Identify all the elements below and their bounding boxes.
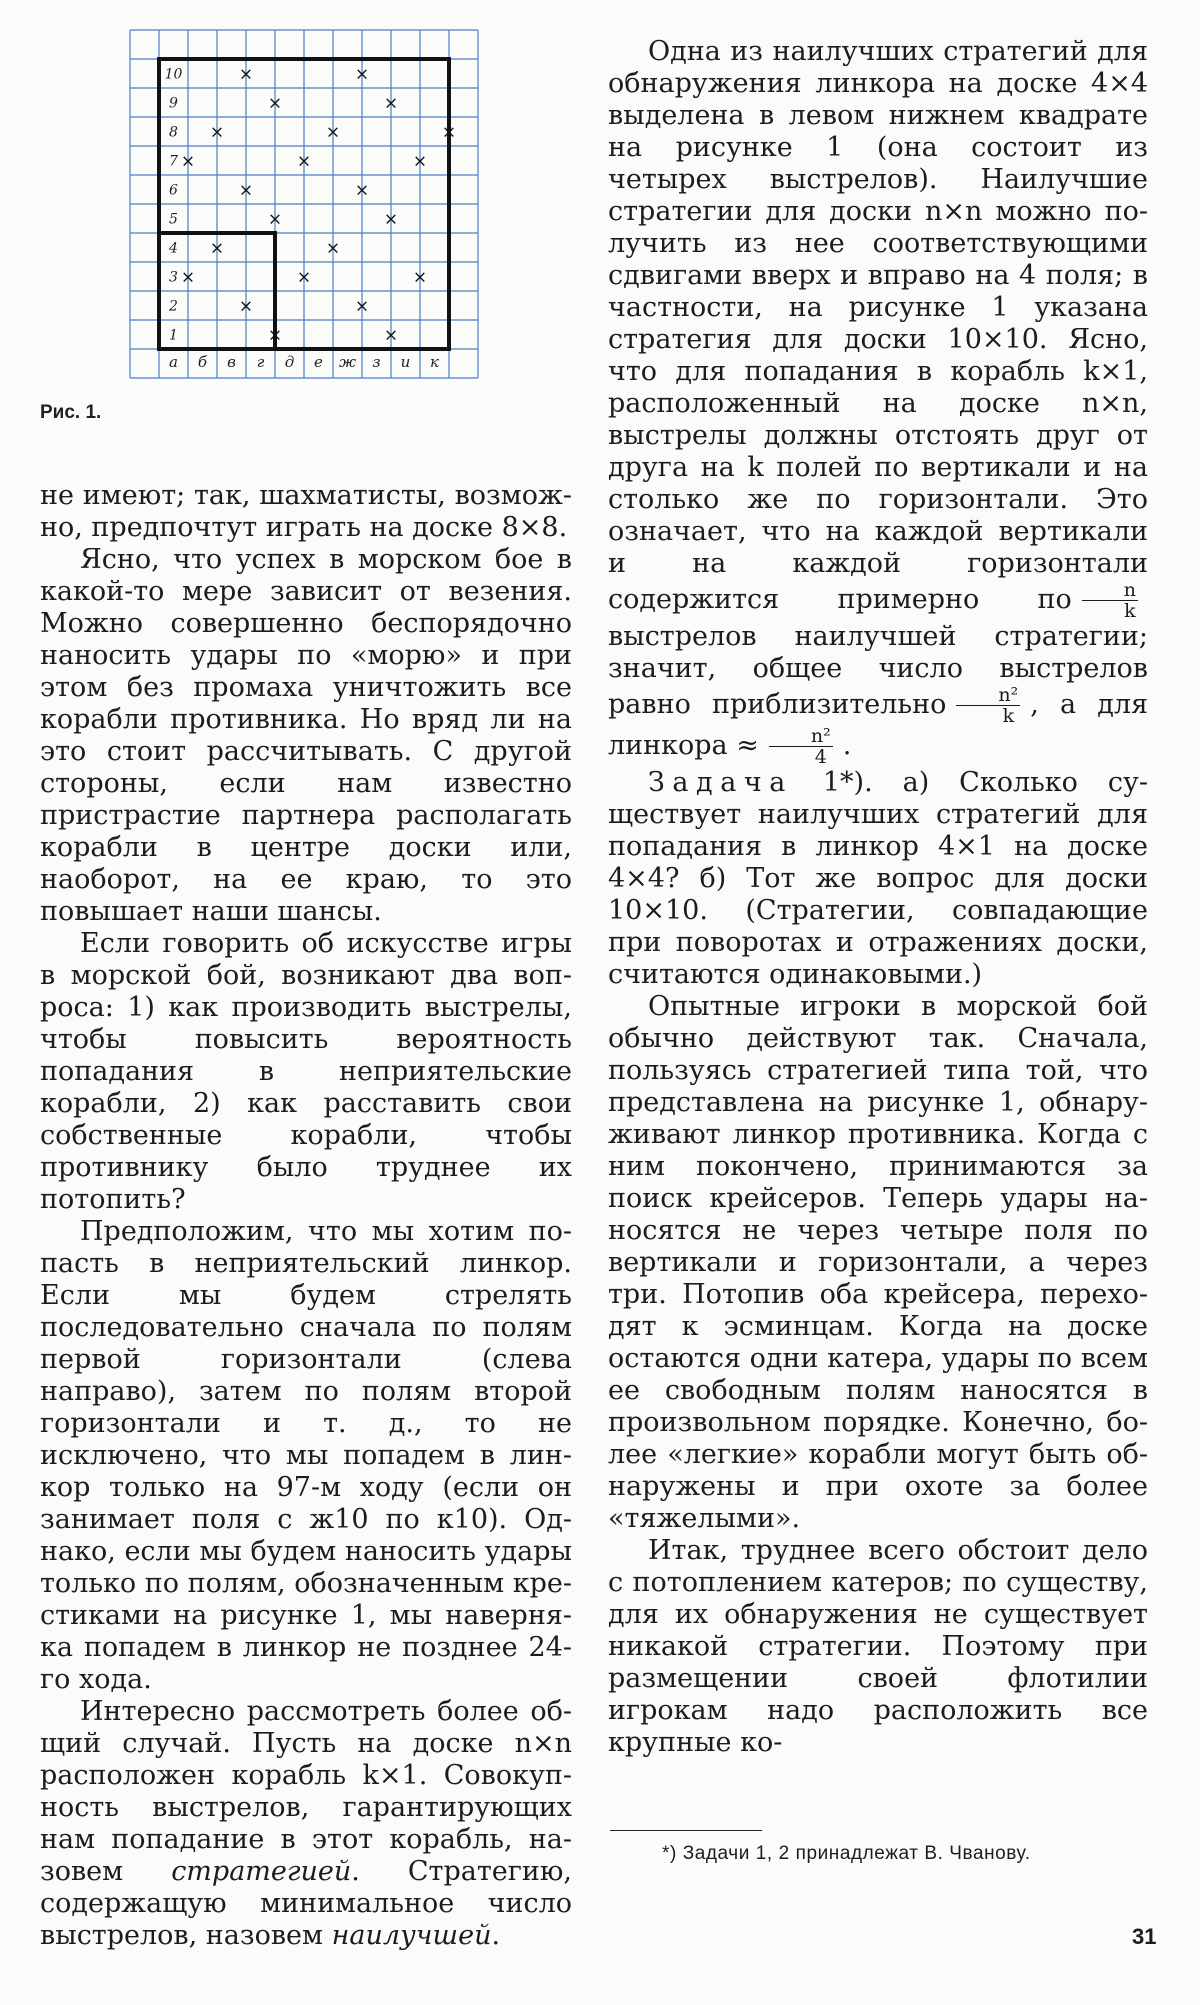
row-label: 1 [169, 327, 178, 344]
column-label: б [197, 352, 208, 371]
shot-mark: × [238, 180, 254, 201]
fraction-numerator: n [1082, 580, 1138, 601]
page-number: 31 [1132, 1924, 1157, 1949]
paragraph: Предположим, что мы хотим попасть в неприятельский линкор. Если мы будем стрелять последовательно сначала по полям первой горизонтали (слева направо), затем по полям второй горизонтали и т. д., то не исключено, что мы попадем в линкор только на 97-м ходу (если он занимает поля с ж10 по к10). Однако, если мы будем наносить удары только по полям, обозначенным крестиками на рисунке 1, мы наверняка попадем в линкор не позднее 24-го хода. [40, 1216, 572, 1695]
shot-mark: × [412, 151, 428, 172]
row-label: 5 [169, 211, 178, 228]
column-label: к [430, 352, 439, 371]
paragraph: Итак, труднее всего обстоит дело с потоплением катеров; по существу, для их обнаружения не существует никакой стратегии. Поэтому при размещении своей флотилии игрокам надо расположить все крупные ко- [608, 1535, 1148, 1758]
row-label: 2 [169, 298, 178, 315]
row-label: 4 [169, 240, 178, 257]
paragraph [608, 36, 1148, 767]
row-label: 8 [169, 124, 178, 141]
figure-caption: Рис. 1. [40, 402, 102, 423]
paragraph: Опытные игроки в морской бой обычно действуют так. Сначала, пользуясь стратегией типа той, что представлена на рисунке 1, обнаруживают линкор противника. Когда с ним покончено, принимаются за поиск крейсеров. Теперь удары наносятся не через четыре поля по вертикали и горизонтали, а через три. Потопив оба крейсера, переходят к эсминцам. Когда на доске остаются одни катера, удары по всем ее свободным полям наносятся в произвольном порядке. Конечно, более «легкие» корабли могут быть обнаружены и при охоте за более «тяжелыми». [608, 991, 1148, 1534]
text-run: Интересно рассмотреть более общий случай. Пусть на доске n×n расположен корабль k×1. Совокупность выстрелов, гарантирующих нам попадание в этот корабль, назовем [40, 1696, 572, 1887]
shot-mark: × [267, 209, 283, 230]
text-run: выстрелов наилучшей стратегии; значит, общее число выстрелов равно приблизительно [608, 621, 1148, 720]
paragraph: Ясно, что успех в морском бое в какой-то мере зависит от везения. Можно совершенно беспорядочно наносить удары по «морю» и при этом без промаха уничтожить все корабли противника. Но вряд ли на это стоит рассчитывать. С другой стороны, если нам известно пристрастие партнера располагать корабли в центре доски или, наоборот, на ее краю, то это повышает наши шансы. [40, 544, 572, 927]
fraction-denominator: 4 [814, 746, 827, 768]
column-label: д [284, 352, 295, 371]
shot-mark: × [354, 296, 370, 317]
text-run: . Стратегию, содержащую минимальное число выстрелов, назовем [40, 1856, 572, 1951]
paragraph [40, 1696, 572, 1952]
fraction-numerator: n² [956, 685, 1020, 706]
paragraph [608, 767, 1148, 991]
shot-mark: × [180, 267, 196, 288]
right-column [608, 36, 1148, 1759]
footnote: *) Задачи 1, 2 принадлежат В. Чванову. [662, 1843, 1031, 1864]
term-best: наилучшей [331, 1920, 492, 1951]
row-label: 3 [169, 269, 178, 286]
shot-mark: × [238, 296, 254, 317]
shot-mark: × [325, 122, 341, 143]
row-label: 9 [169, 95, 178, 112]
figure-1 [128, 28, 482, 390]
task-label: Задача [648, 767, 793, 798]
shot-mark: × [354, 64, 370, 85]
shot-mark: × [209, 238, 225, 259]
left-column [40, 480, 572, 1952]
row-label: 6 [169, 182, 178, 199]
text-run: . [491, 1920, 501, 1951]
shot-mark: × [383, 93, 399, 114]
shot-mark: × [180, 151, 196, 172]
column-label: в [227, 352, 236, 371]
shot-mark: × [441, 122, 457, 143]
shot-mark: × [354, 180, 370, 201]
column-label: ж [338, 352, 357, 371]
row-label: 10 [164, 66, 183, 83]
term-strategy: стратегией [171, 1856, 352, 1887]
battleship-board-diagram [128, 28, 482, 390]
column-label: е [314, 352, 323, 371]
paragraph: не имеют; так, шахматисты, возможно, предпочтут играть на доске 8×8. [40, 480, 572, 543]
row-label: 7 [169, 153, 178, 170]
column-label: а [169, 352, 178, 371]
shot-mark: × [209, 122, 225, 143]
fraction-denominator: k [1002, 705, 1015, 727]
fraction-denominator: k [1124, 600, 1136, 622]
column-label: и [400, 352, 411, 371]
paragraph: Если говорить об искусстве игры в морской бой, возникают два вопроса: 1) как производить выстрелы, чтобы повысить вероятность попадания в неприятельские корабли, 2) как расставить свои собственные корабли, чтобы противнику было труднее их потопить? [40, 928, 572, 1215]
shot-mark: × [325, 238, 341, 259]
shot-mark: × [267, 325, 283, 346]
shot-mark: × [383, 325, 399, 346]
text-run: 1*). а) Сколько существует наилучших стратегий для попадания в линкор 4×1 на доске 4×4? б) Тот же вопрос для доски 10×10. (Стратегии, совпадающие при поворотах и отражениях доски, считаются одинаковыми.) [608, 767, 1148, 990]
fraction-n-over-k [1082, 580, 1138, 621]
footnote-rule [610, 1830, 762, 1831]
column-label: з [372, 352, 381, 371]
fraction-numerator: n² [769, 726, 833, 747]
text-run: , а для линкора ≈ [608, 689, 1148, 761]
shot-mark: × [238, 64, 254, 85]
fraction-n2-over-k [956, 685, 1020, 726]
column-label: г [256, 352, 265, 371]
text-run: Одна из наилучших стратегий для обнаружения линкора на доске 4×4 выделена в левом нижнем квадрате на рисунке 1 (она состоит из четырех выстрелов). Наилучшие стратегии для доски n×n можно получить из нее соответствующими сдвигами вверх и вправо на 4 поля; в частности, на рисунке 1 указана стратегия для доски 10×10. Ясно, что для попадания в корабль k×1, расположенный на доске n×n, выстрелы должны отстоять друг от друга на k полей по вертикали и на столько же по горизонтали. Это означает, что на каждой вертикали и на каждой горизонтали содержится примерно по [608, 36, 1148, 615]
shot-mark: × [267, 93, 283, 114]
shot-mark: × [296, 267, 312, 288]
fraction-n2-over-4 [769, 726, 833, 767]
shot-mark: × [412, 267, 428, 288]
shot-mark: × [383, 209, 399, 230]
shot-mark: × [296, 151, 312, 172]
text-run: . [842, 730, 852, 761]
